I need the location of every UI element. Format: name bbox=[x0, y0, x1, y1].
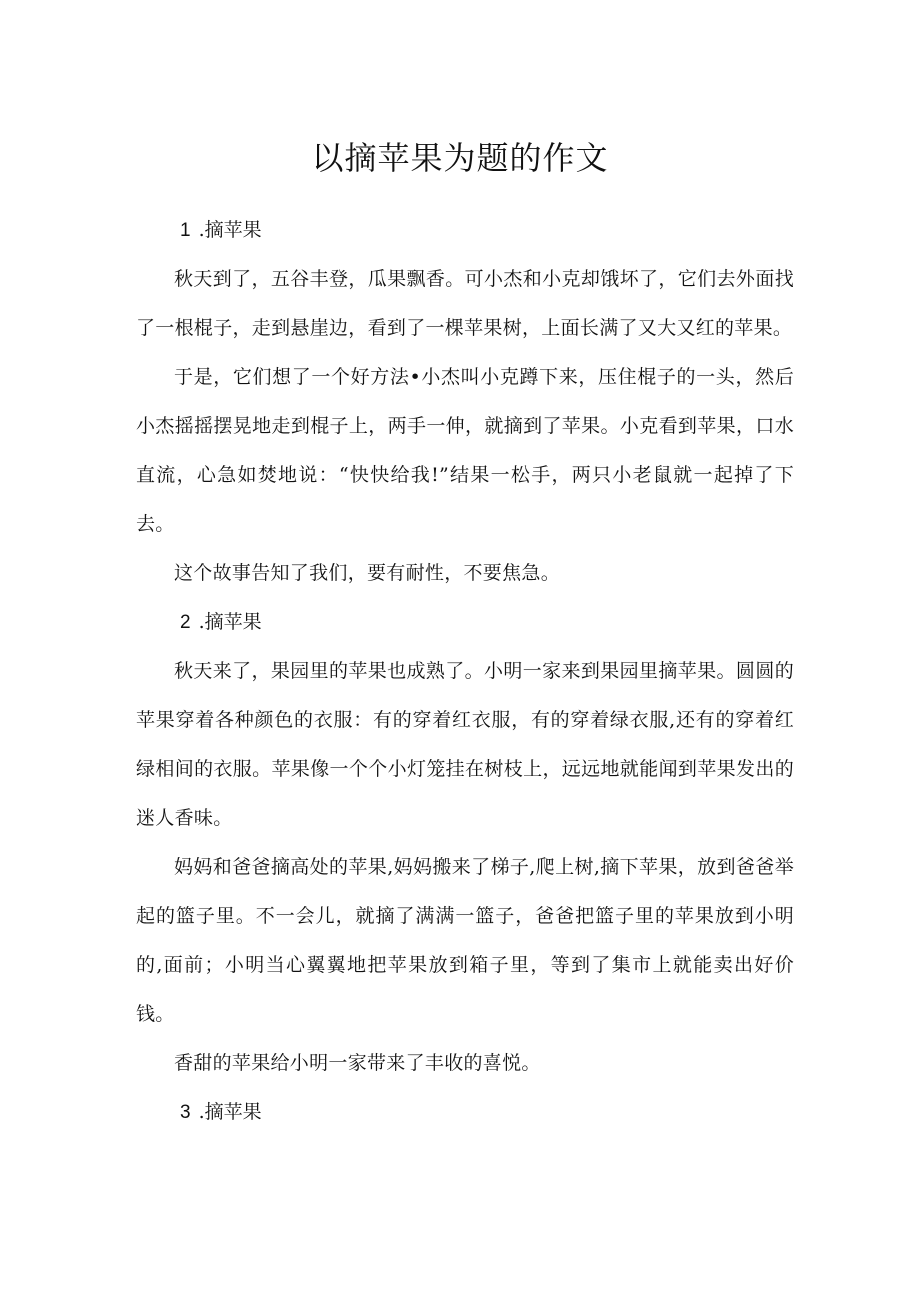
section-title: .摘苹果 bbox=[198, 611, 262, 633]
section-number: 1 bbox=[180, 220, 191, 241]
section-3 bbox=[136, 1088, 794, 1137]
section-title: .摘苹果 bbox=[198, 1101, 262, 1123]
section-1 bbox=[136, 206, 794, 598]
paragraph: 香甜的苹果给小明一家带来了丰收的喜悦。 bbox=[174, 1052, 541, 1074]
section-number: 3 bbox=[180, 1102, 191, 1123]
section-title: .摘苹果 bbox=[198, 219, 262, 241]
section-heading bbox=[136, 206, 794, 255]
section-2 bbox=[136, 598, 794, 1088]
paragraph: 秋天来了，果园里的苹果也成熟了。小明一家来到果园里摘苹果。圆圆的苹果穿着各种颜色的衣服：有的穿着红衣服，有的穿着绿衣服,还有的穿着红绿相间的衣服。苹果像一个个小灯笼挂在树枝上，远远地就能闻到苹果发出的迷人香味。 bbox=[136, 660, 794, 829]
section-heading bbox=[136, 1088, 794, 1137]
document-title: 以摘苹果为题的作文 bbox=[311, 139, 609, 177]
paragraph: 秋天到了，五谷丰登，瓜果飘香。可小杰和小克却饿坏了，它们去外面找了一根棍子，走到悬崖边，看到了一棵苹果树，上面长满了又大又红的苹果。 bbox=[136, 268, 794, 339]
section-heading bbox=[136, 598, 794, 647]
section-number: 2 bbox=[180, 612, 191, 633]
paragraph: 这个故事告知了我们，要有耐性，不要焦急。 bbox=[174, 562, 561, 584]
paragraph: 于是，它们想了一个好方法•小杰叫小克蹲下来，压住棍子的一头，然后小杰摇摇摆晃地走到棍子上，两手一伸，就摘到了苹果。小克看到苹果，口水直流，心急如焚地说：“快快给我!”结果一松手，两只小老鼠就一起掉了下去。 bbox=[136, 366, 794, 535]
paragraph: 妈妈和爸爸摘高处的苹果,妈妈搬来了梯子,爬上树,摘下苹果，放到爸爸举起的篮子里。不一会儿，就摘了满满一篮子，爸爸把篮子里的苹果放到小明的,面前；小明当心翼翼地把苹果放到箱子里，等到了集市上就能卖出好价钱。 bbox=[136, 856, 794, 1025]
